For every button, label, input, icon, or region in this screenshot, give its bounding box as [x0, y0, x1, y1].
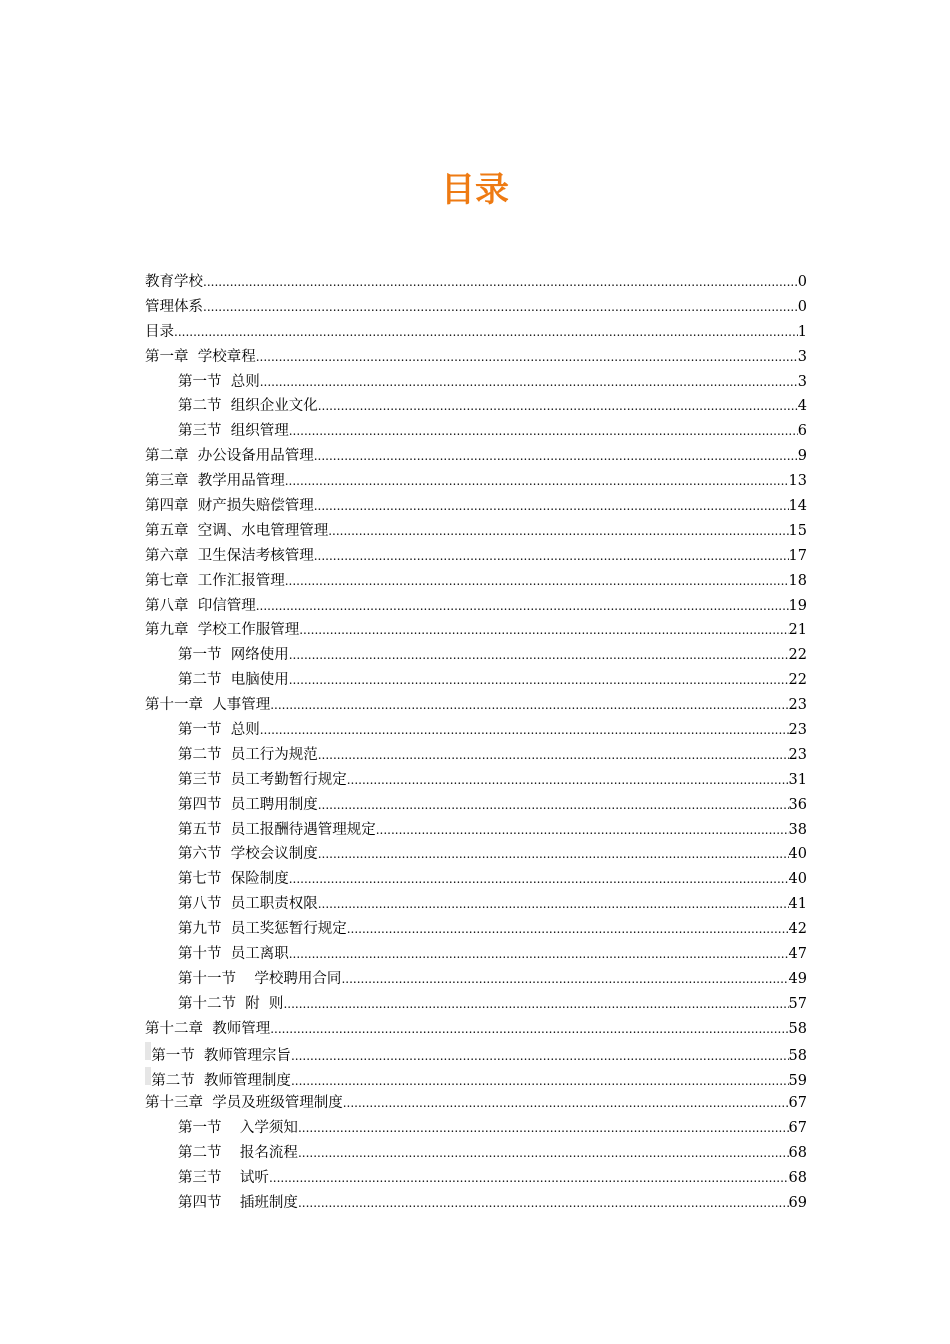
toc-entry-label: 第二节 组织企业文化 [178, 398, 318, 415]
toc-entry-page-number: 68 [788, 1145, 807, 1162]
dot-leader [291, 1069, 789, 1094]
toc-entry[interactable] [145, 768, 807, 793]
toc-entry-label: 第三节 试听 [178, 1170, 269, 1187]
toc-entry[interactable] [145, 718, 807, 743]
toc-entry[interactable] [145, 469, 807, 494]
toc-entry-page-number: 42 [788, 921, 807, 938]
dot-leader [343, 1091, 789, 1116]
toc-entry-label: 第四章 财产损失赔偿管理 [145, 498, 314, 515]
toc-entry-label: 第三节 员工考勤暂行规定 [178, 771, 347, 788]
toc-entry-page-number: 21 [788, 622, 807, 639]
toc-entry[interactable] [145, 1067, 807, 1092]
toc-entry[interactable] [145, 842, 807, 867]
toc-entry-page-number: 0 [797, 298, 807, 315]
toc-entry-page-number: 67 [788, 1120, 807, 1137]
toc-entry-label: 第五章 空调、水电管理管理 [145, 522, 329, 539]
dot-leader [347, 917, 789, 942]
toc-entry-page-number: 69 [788, 1194, 807, 1211]
toc-entry-label: 第四节 员工聘用制度 [178, 796, 318, 813]
dot-leader [289, 668, 789, 693]
toc-entry[interactable] [145, 942, 807, 967]
toc-entry-label: 第二节 电脑使用 [178, 672, 289, 689]
dot-leader [318, 743, 789, 768]
toc-entry-label: 第八章 印信管理 [145, 597, 256, 614]
toc-entry-label: 第六章 卫生保洁考核管理 [145, 547, 314, 564]
toc-entry-label: 第九章 学校工作服管理 [145, 622, 300, 639]
page-title: 目录 [441, 170, 509, 210]
toc-entry-page-number: 13 [788, 473, 807, 490]
dot-leader [203, 295, 798, 320]
toc-entry[interactable] [145, 544, 807, 569]
dot-leader [203, 270, 798, 295]
toc-entry[interactable] [145, 967, 807, 992]
toc-entry-label: 第七章 工作汇报管理 [145, 572, 285, 589]
toc-entry-page-number: 4 [797, 398, 807, 415]
toc-entry[interactable] [145, 345, 807, 370]
toc-entry[interactable] [145, 519, 807, 544]
dot-leader [318, 793, 789, 818]
toc-entry-page-number: 58 [788, 1047, 807, 1064]
dot-leader [289, 419, 798, 444]
dot-leader [376, 818, 789, 843]
toc-entry-page-number: 59 [788, 1072, 807, 1089]
toc-entry[interactable] [145, 270, 807, 295]
toc-entry-page-number: 15 [788, 522, 807, 539]
toc-entry-page-number: 6 [797, 423, 807, 440]
toc-entry-label: 第一节 入学须知 [178, 1120, 298, 1137]
toc-entry-label: 第十二章 教师管理 [145, 1020, 271, 1037]
toc-entry[interactable] [145, 569, 807, 594]
dot-leader [174, 320, 798, 345]
toc-entry-page-number: 17 [788, 547, 807, 564]
dot-leader [270, 1017, 788, 1042]
toc-entry[interactable] [145, 618, 807, 643]
dot-leader [269, 1166, 789, 1191]
toc-entry[interactable] [145, 818, 807, 843]
toc-entry[interactable] [145, 917, 807, 942]
toc-entry-label: 管理体系 [145, 298, 203, 315]
toc-entry-page-number: 36 [788, 796, 807, 813]
toc-entry-page-number: 47 [788, 946, 807, 963]
dot-leader [318, 892, 789, 917]
toc-entry-label: 第一节 网络使用 [178, 647, 289, 664]
dot-leader [256, 345, 798, 370]
toc-entry[interactable] [145, 370, 807, 395]
toc-entry-page-number: 58 [788, 1020, 807, 1037]
toc-entry[interactable] [145, 1042, 807, 1067]
dot-leader [314, 544, 789, 569]
toc-entry[interactable] [145, 1091, 807, 1116]
toc-entry-label: 第三节 组织管理 [178, 423, 289, 440]
toc-entry-page-number: 19 [788, 597, 807, 614]
toc-entry-label: 第十一章 人事管理 [145, 697, 271, 714]
dot-leader [291, 1044, 789, 1069]
toc-entry[interactable] [145, 1166, 807, 1191]
toc-entry-page-number: 3 [797, 373, 807, 390]
toc-entry-label: 第一节 总则 [178, 373, 260, 390]
toc-entry-page-number: 22 [788, 672, 807, 689]
toc-entry[interactable] [145, 419, 807, 444]
toc-entry[interactable] [145, 320, 807, 345]
dot-leader [328, 519, 788, 544]
toc-entry[interactable] [145, 394, 807, 419]
toc-entry-label: 第十节 员工离职 [178, 946, 289, 963]
dot-leader [314, 444, 798, 469]
toc-entry[interactable] [145, 494, 807, 519]
dot-leader [299, 618, 788, 643]
toc-entry-page-number: 57 [788, 995, 807, 1012]
toc-entry-label: 第四节 插班制度 [178, 1194, 298, 1211]
toc-entry-label: 第三章 教学用品管理 [145, 473, 285, 490]
toc-entry-label: 第十一节 学校聘用合同 [178, 970, 342, 987]
toc-entry-label: 第七节 保险制度 [178, 871, 289, 888]
toc-entry-page-number: 3 [797, 348, 807, 365]
dot-leader [318, 394, 798, 419]
toc-entry-page-number: 23 [788, 746, 807, 763]
toc-entry[interactable] [145, 1116, 807, 1141]
toc-entry-page-number: 41 [788, 896, 807, 913]
toc-entry-page-number: 68 [788, 1170, 807, 1187]
toc-entry-label: 第二节 员工行为规范 [178, 746, 318, 763]
dot-leader [318, 842, 789, 867]
toc-entry-page-number: 14 [788, 498, 807, 515]
toc-entry[interactable] [145, 992, 807, 1017]
dot-leader [298, 1116, 789, 1141]
dot-leader [289, 942, 789, 967]
toc-entry-label: 第六节 学校会议制度 [178, 846, 318, 863]
dot-leader [298, 1141, 789, 1166]
dot-leader [285, 469, 789, 494]
toc-entry-label: 第九节 员工奖惩暂行规定 [178, 921, 347, 938]
toc-entry-page-number: 40 [788, 846, 807, 863]
dot-leader [289, 867, 789, 892]
table-of-contents [145, 270, 807, 1216]
toc-entry-page-number: 9 [797, 448, 807, 465]
dot-leader [256, 594, 789, 619]
toc-entry-page-number: 1 [797, 323, 807, 340]
toc-entry-page-number: 67 [788, 1095, 807, 1112]
toc-entry-label: 第二章 办公设备用品管理 [145, 448, 314, 465]
toc-entry-page-number: 22 [788, 647, 807, 664]
toc-entry-page-number: 23 [788, 697, 807, 714]
toc-entry[interactable] [145, 594, 807, 619]
toc-entry-page-number: 0 [797, 274, 807, 290]
toc-entry-label: 第八节 员工职责权限 [178, 896, 318, 913]
toc-entry-page-number: 18 [788, 572, 807, 589]
dot-leader [283, 992, 788, 1017]
toc-entry-label: 第一节 总则 [178, 722, 260, 739]
dot-leader [347, 768, 789, 793]
toc-entry[interactable] [145, 295, 807, 320]
toc-entry-label: 第二节 教师管理制度 [151, 1072, 291, 1089]
toc-entry[interactable] [145, 743, 807, 768]
dot-leader [260, 718, 789, 743]
toc-entry-label: 第一节 教师管理宗旨 [151, 1047, 291, 1064]
toc-entry-page-number: 38 [788, 821, 807, 838]
toc-entry-label: 第十三章 学员及班级管理制度 [145, 1095, 343, 1112]
toc-entry-label: 第一章 学校章程 [145, 348, 256, 365]
toc-entry-label: 第五节 员工报酬待遇管理规定 [178, 821, 376, 838]
dot-leader [289, 643, 789, 668]
toc-entry-label: 第二节 报名流程 [178, 1145, 298, 1162]
toc-entry[interactable] [145, 1191, 807, 1216]
toc-entry[interactable] [145, 643, 807, 668]
toc-entry[interactable] [145, 693, 807, 718]
toc-entry[interactable] [145, 1017, 807, 1042]
toc-entry-label: 第十二节 附 则 [178, 995, 284, 1012]
dot-leader [314, 494, 789, 519]
toc-entry-page-number: 23 [788, 722, 807, 739]
toc-entry[interactable] [145, 444, 807, 469]
dot-leader [270, 693, 788, 718]
toc-entry[interactable] [145, 867, 807, 892]
toc-entry-page-number: 31 [788, 771, 807, 788]
toc-entry[interactable] [145, 1141, 807, 1166]
toc-entry[interactable] [145, 668, 807, 693]
toc-entry-page-number: 40 [788, 871, 807, 888]
toc-entry[interactable] [145, 793, 807, 818]
dot-leader [260, 370, 798, 395]
toc-entry[interactable] [145, 892, 807, 917]
toc-entry-label: 目录 [145, 323, 174, 340]
dot-leader [298, 1191, 789, 1216]
dot-leader [341, 967, 788, 992]
dot-leader [285, 569, 789, 594]
toc-entry-label: 教育学校 [145, 274, 203, 290]
toc-entry-page-number: 49 [788, 970, 807, 987]
